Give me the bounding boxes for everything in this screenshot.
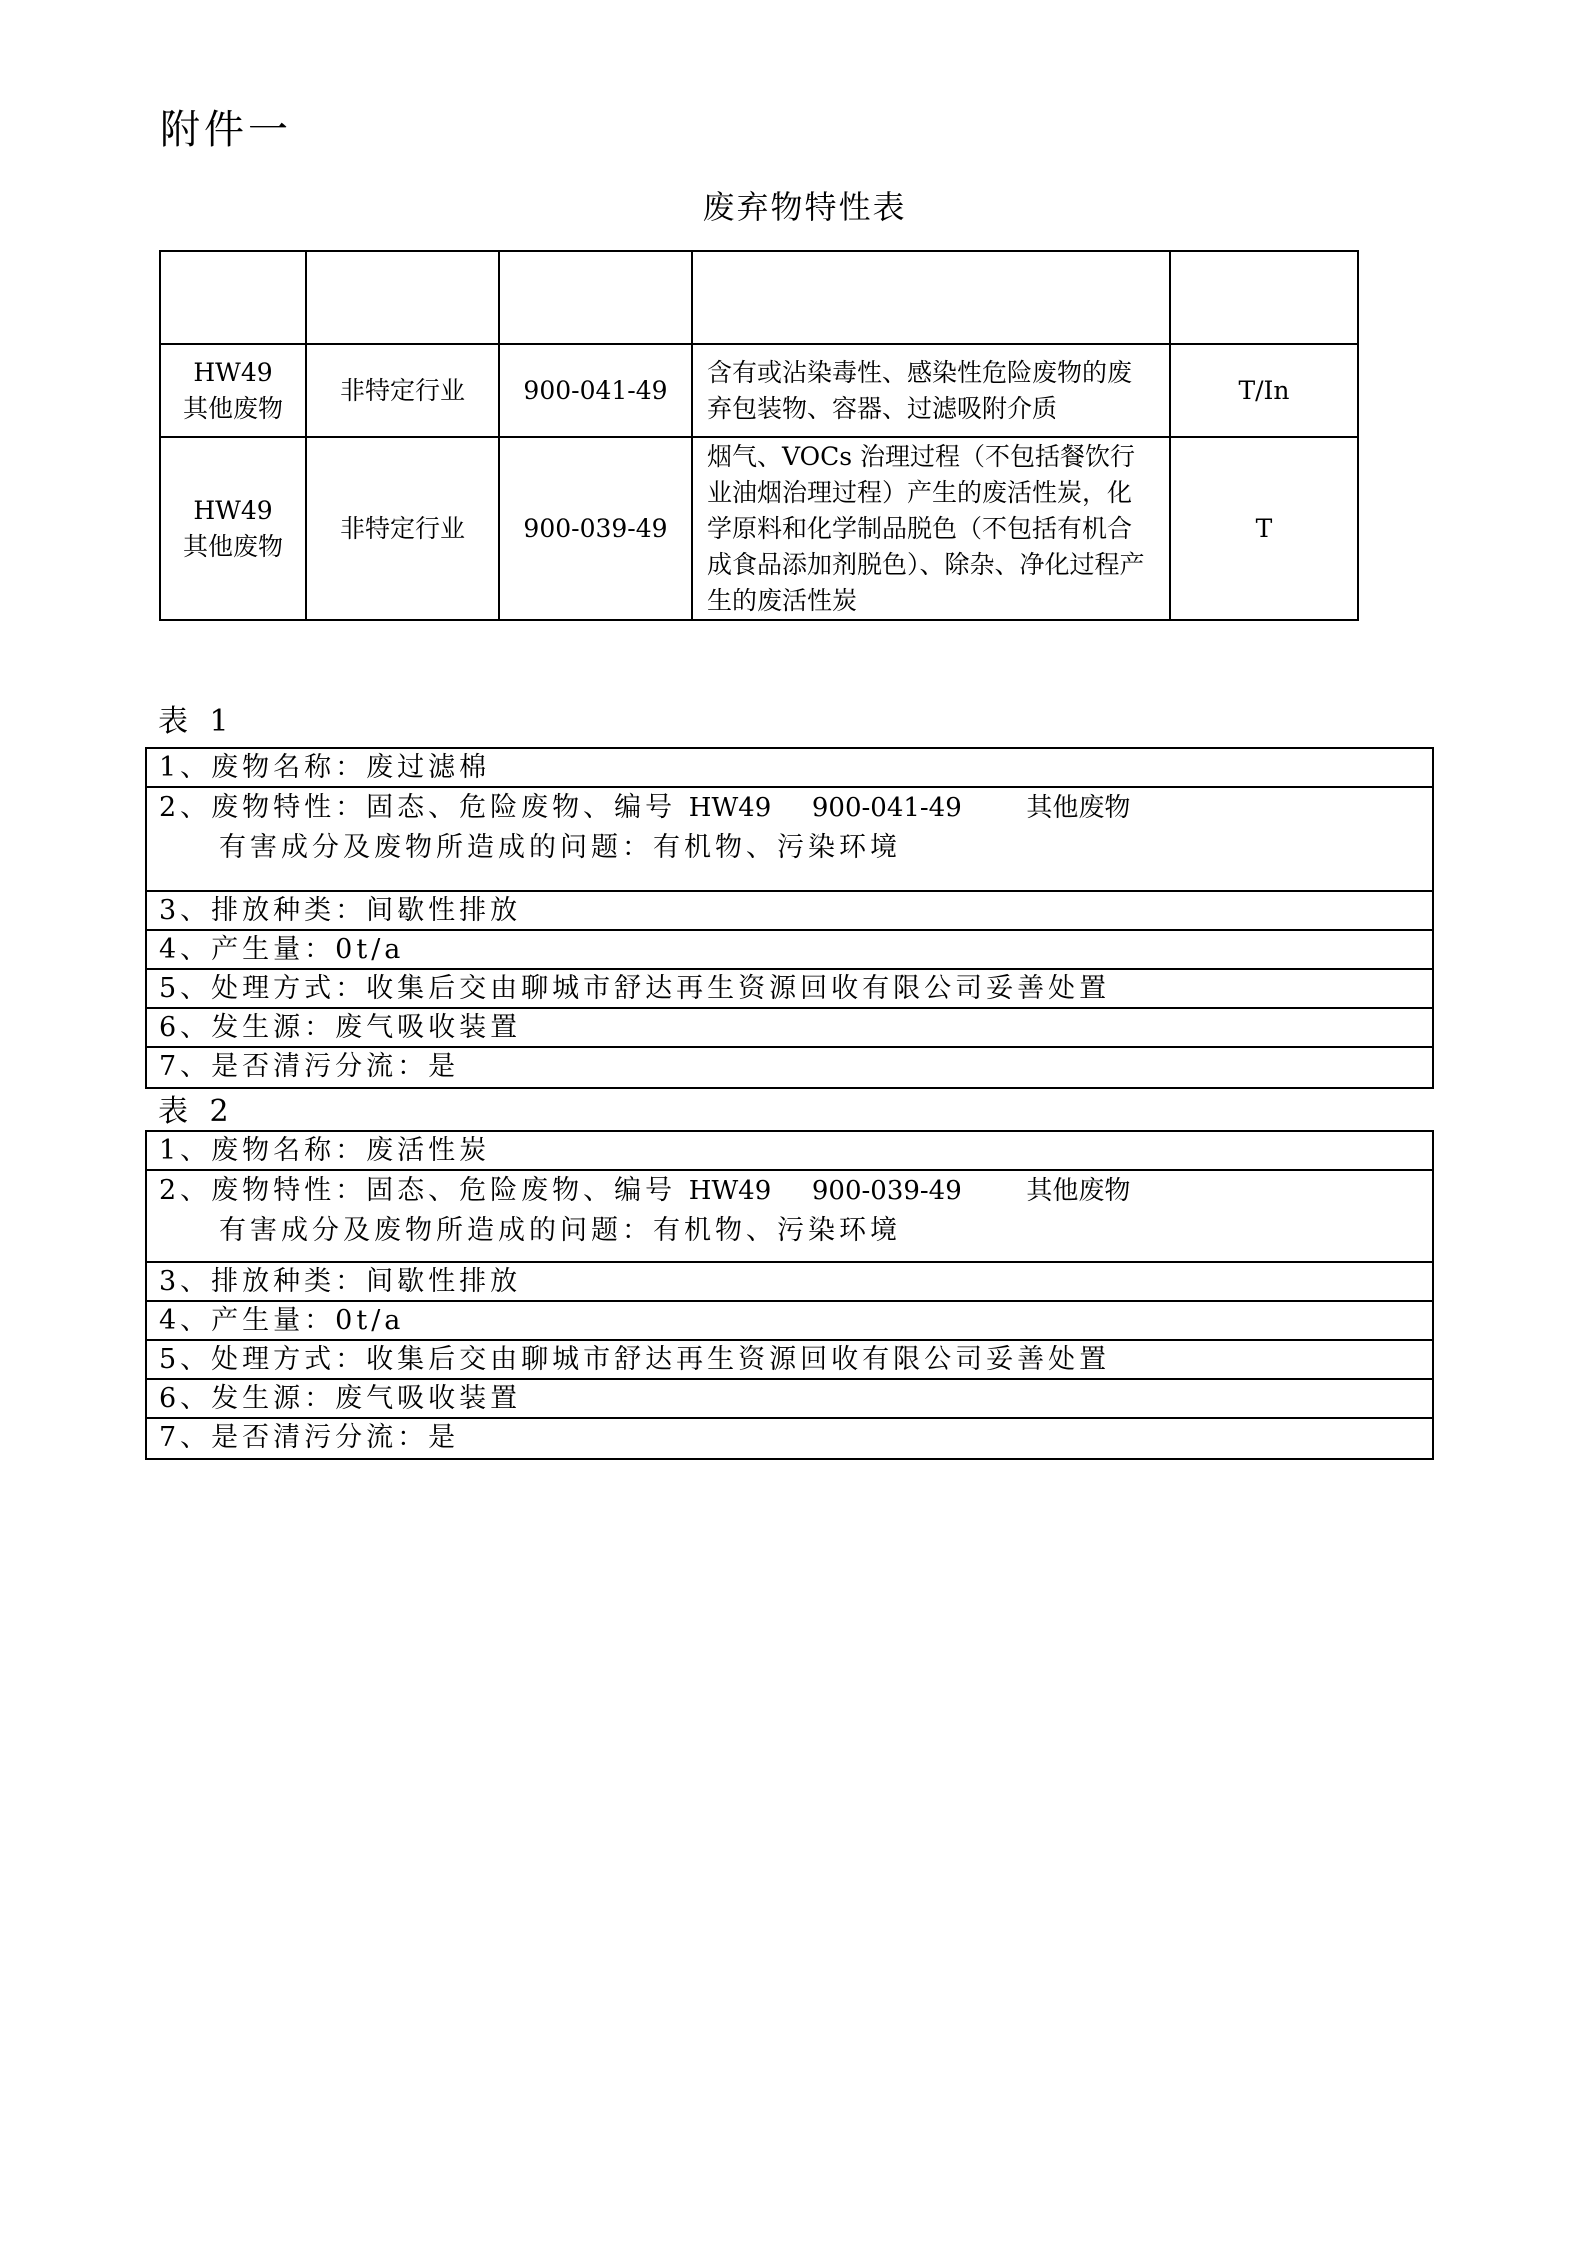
waste-property-table (159, 250, 1359, 621)
industry-cell: 非特定行业 (306, 344, 499, 437)
property-number: 900-039-49 (811, 1176, 962, 1206)
table2-form (145, 1130, 1434, 1460)
discharge-type-row: 3、排放种类：间歇性排放 (147, 892, 1432, 931)
property-code: HW49 (688, 793, 772, 823)
description-cell: 烟气、VOCs 治理过程（不包括餐饮行业油烟治理过程）产生的废活性炭，化学原料和化学制品脱色（不包括有机合成食品添加剂脱色）、除杂、净化过程产生的废活性炭 (692, 437, 1170, 620)
table1-caption: 表 1 (158, 704, 235, 739)
table-row (160, 344, 1358, 437)
waste-name-row: 1、废物名称：废活性炭 (147, 1132, 1432, 1171)
header-cell (306, 251, 499, 344)
property-code: HW49 (688, 1176, 772, 1206)
page-title: 废弃物特性表 (702, 188, 907, 226)
table1-form (145, 747, 1434, 1089)
header-cell (160, 251, 306, 344)
treatment-row: 5、处理方式：收集后交由聊城市舒达再生资源回收有限公司妥善处置 (147, 1341, 1432, 1380)
waste-property-row (147, 1171, 1432, 1263)
description-cell: 含有或沾染毒性、感染性危险废物的废弃包装物、容器、过滤吸附介质 (692, 344, 1170, 437)
category-cell (160, 437, 306, 620)
separation-row: 7、是否清污分流：是 (159, 1422, 460, 1453)
hazard-cell: T (1170, 437, 1358, 620)
category-code: HW49 (193, 495, 273, 525)
property-category: 其他废物 (1026, 1176, 1131, 1206)
table-header-row (160, 251, 1358, 344)
header-cell (692, 251, 1170, 344)
industry-cell: 非特定行业 (306, 437, 499, 620)
waste-code-cell: 900-041-49 (499, 344, 692, 437)
property-category: 其他废物 (1026, 793, 1131, 823)
annex-label: 附件一 (160, 107, 292, 153)
category-cell (160, 344, 306, 437)
treatment-row: 5、处理方式：收集后交由聊城市舒达再生资源回收有限公司妥善处置 (147, 970, 1432, 1009)
category-name: 其他废物 (182, 531, 283, 561)
discharge-type-row: 3、排放种类：间歇性排放 (147, 1263, 1432, 1302)
amount-row: 4、产生量：0t/a (147, 1302, 1432, 1341)
waste-name-row: 1、废物名称：废过滤棉 (147, 749, 1432, 788)
hazard-cell: T/In (1170, 344, 1358, 437)
property-prefix: 2、废物特性：固态、危险废物、编号 (159, 792, 677, 823)
source-row: 6、发生源：废气吸收装置 (147, 1009, 1432, 1048)
category-code: HW49 (193, 357, 273, 387)
table2-caption: 表 2 (158, 1094, 235, 1129)
amount-row: 4、产生量：0t/a (147, 931, 1432, 970)
table-row (160, 437, 1358, 620)
waste-property-row (147, 788, 1432, 892)
header-cell (1170, 251, 1358, 344)
property-number: 900-041-49 (811, 793, 962, 823)
harmful-components: 有害成分及废物所造成的问题：有机物、污染环境 (219, 832, 901, 863)
property-prefix: 2、废物特性：固态、危险废物、编号 (159, 1175, 677, 1206)
harmful-components: 有害成分及废物所造成的问题：有机物、污染环境 (219, 1215, 901, 1246)
category-name: 其他废物 (182, 393, 283, 423)
waste-code-cell: 900-039-49 (499, 437, 692, 620)
separation-row: 7、是否清污分流：是 (159, 1051, 460, 1082)
header-cell (499, 251, 692, 344)
source-row: 6、发生源：废气吸收装置 (147, 1380, 1432, 1419)
